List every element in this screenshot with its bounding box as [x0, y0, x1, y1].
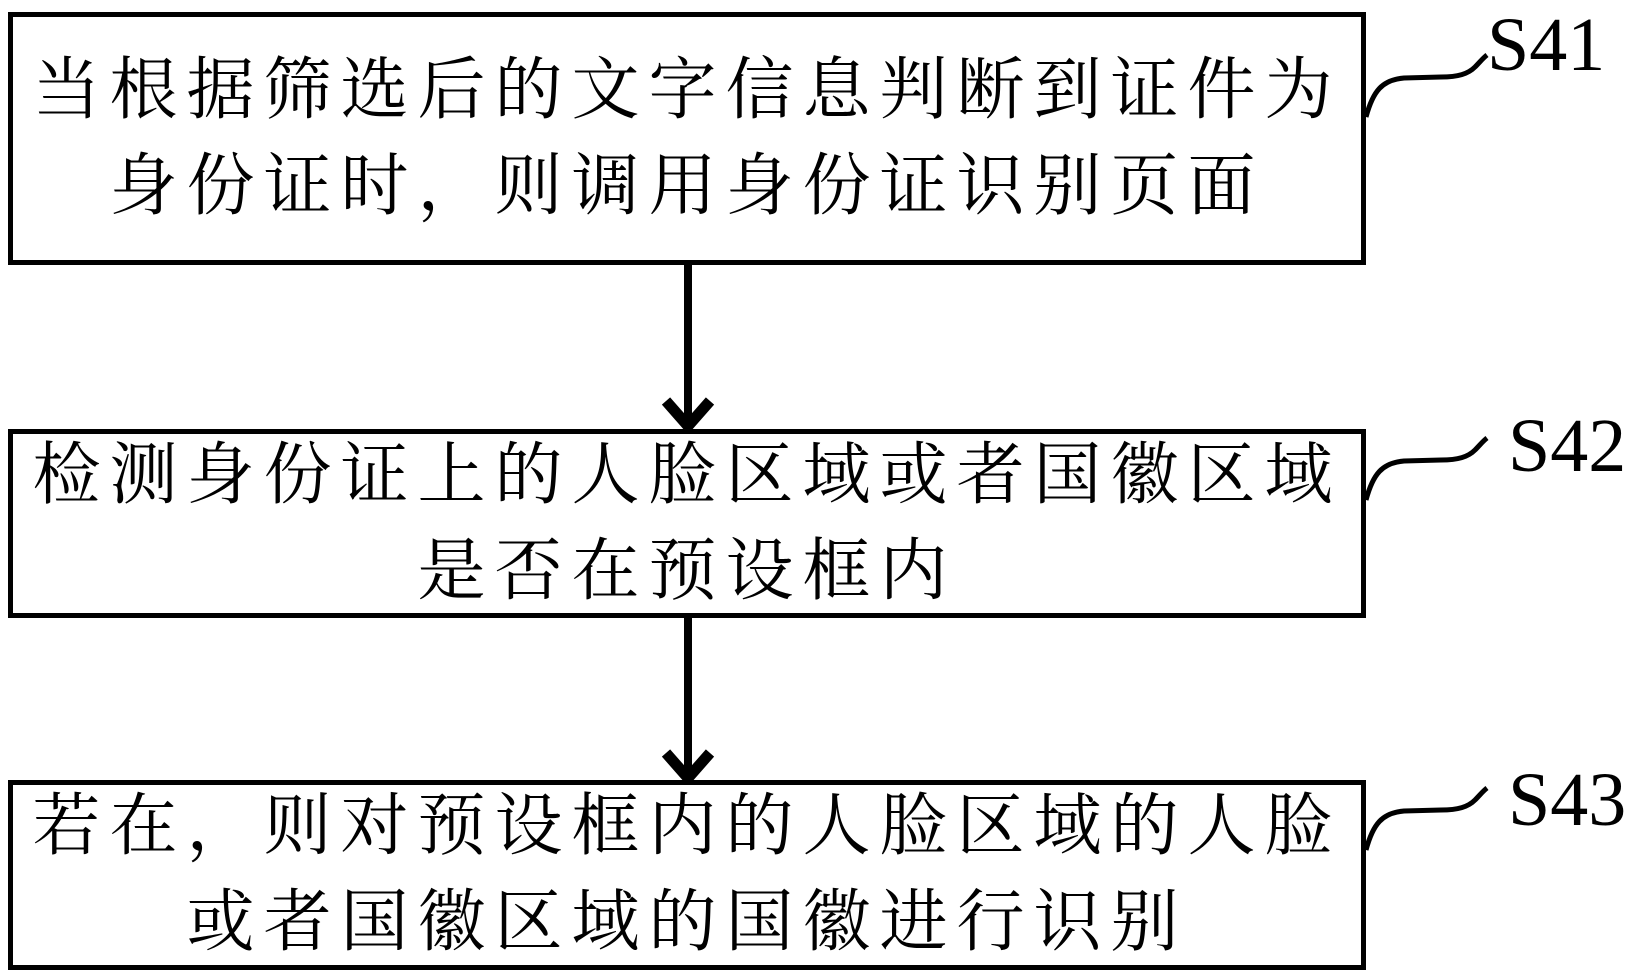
- step-box-s43: [8, 780, 1366, 970]
- step-s41-text-line-2: 身份证时，则调用身份证识别页面: [109, 146, 1265, 226]
- step-box-s42: [8, 429, 1366, 618]
- flow-arrow-1: [666, 264, 710, 426]
- label-connector-s42: [1366, 438, 1487, 500]
- step-label-s41: S41: [1487, 3, 1606, 87]
- step-box-s41: [8, 12, 1366, 265]
- step-s43-text-line-1: 若在，则对预设框内的人脸区域的人脸: [32, 787, 1342, 866]
- label-connector-s43: [1366, 788, 1487, 850]
- flow-arrow-2: [666, 617, 710, 778]
- step-label-s42: S42: [1508, 404, 1627, 488]
- step-label-s43: S43: [1508, 758, 1627, 842]
- step-s43-text-line-2: 或者国徽区域的国徽进行识别: [186, 883, 1188, 962]
- label-connector-s41: [1366, 55, 1487, 117]
- step-s41-text-line-1: 当根据筛选后的文字信息判断到证件为: [32, 50, 1342, 130]
- step-s42-text-line-1: 检测身份证上的人脸区域或者国徽区域: [32, 435, 1342, 515]
- step-s42-text-line-2: 是否在预设框内: [417, 531, 957, 611]
